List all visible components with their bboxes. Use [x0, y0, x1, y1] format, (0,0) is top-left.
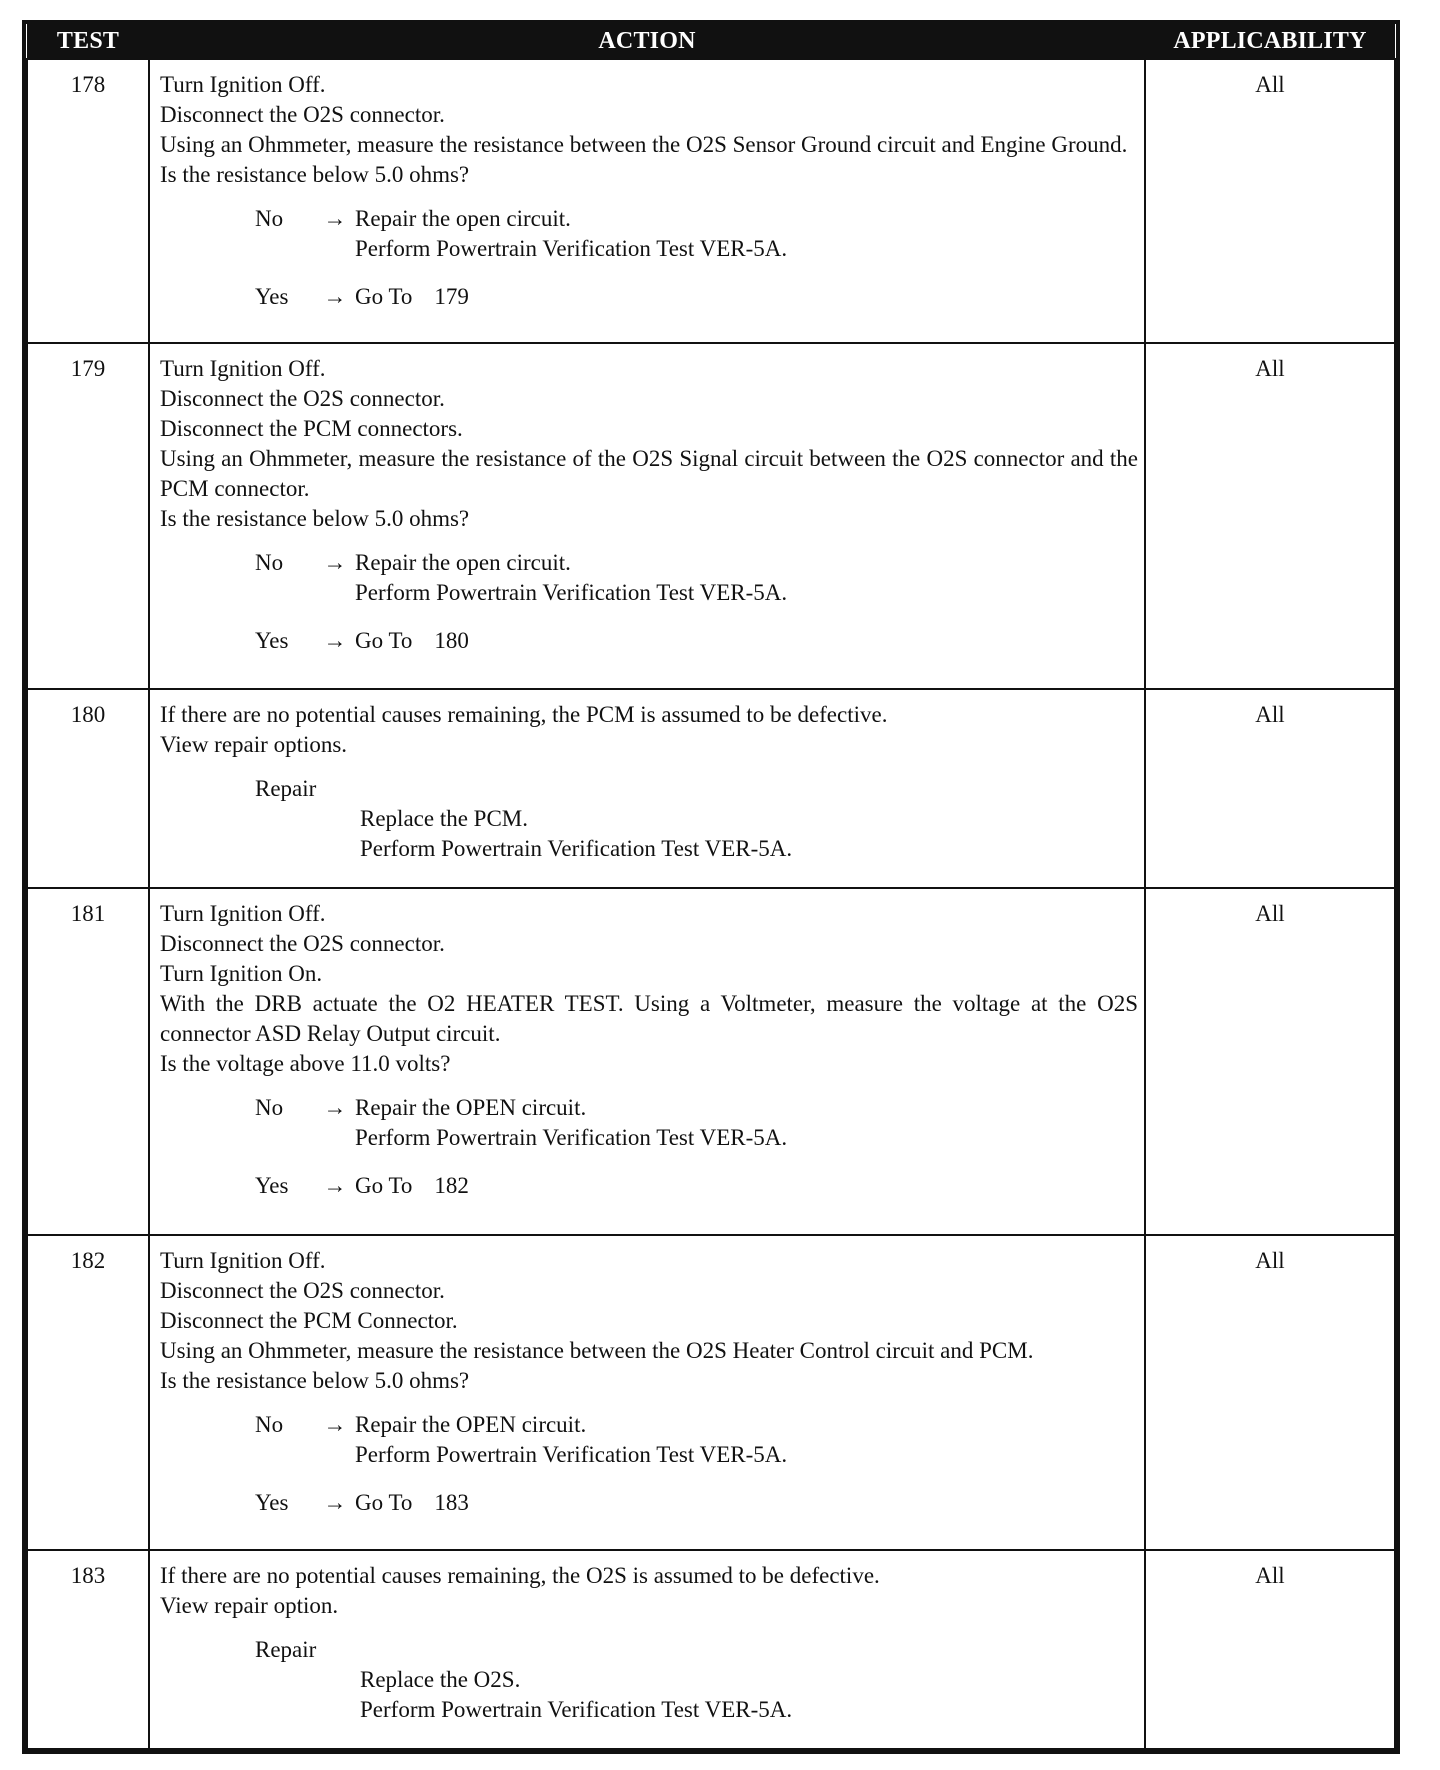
- repair-action-line: Replace the O2S.: [360, 1666, 521, 1692]
- repair-action-line: Replace the PCM.: [360, 806, 528, 832]
- action-step: Disconnect the O2S connector.: [160, 931, 445, 957]
- applicability-value: All: [1145, 1235, 1395, 1550]
- action-cell: [149, 1550, 1145, 1749]
- no-label: No: [255, 206, 284, 231]
- no-branch: [160, 204, 1138, 264]
- table-row: [27, 888, 1395, 1235]
- no-actions: [355, 548, 1138, 608]
- yes-actions: [355, 626, 1138, 656]
- action-step: Is the resistance below 5.0 ohms?: [160, 162, 470, 187]
- test-number: 178: [27, 59, 149, 343]
- right-arrow-icon: →: [323, 627, 347, 653]
- action-steps: [160, 354, 1138, 534]
- go-to-link[interactable]: [355, 1488, 469, 1518]
- header-action: ACTION: [149, 24, 1145, 59]
- no-action-line: Repair the open circuit.: [355, 206, 571, 231]
- action-steps: [160, 1561, 1138, 1621]
- action-step: Turn Ignition Off.: [160, 901, 326, 927]
- repair-label: Repair: [255, 1636, 317, 1662]
- no-action-line: Perform Powertrain Verification Test VER-5A.: [355, 579, 788, 605]
- applicability-value: All: [1145, 888, 1395, 1235]
- action-step: Turn Ignition Off.: [160, 72, 326, 97]
- yes-actions: [355, 282, 1138, 312]
- test-number: 182: [27, 1235, 149, 1550]
- no-action-line: Perform Powertrain Verification Test VER-5A.: [355, 1442, 788, 1468]
- go-to-label: Go To: [355, 284, 413, 309]
- repair-action-line: Perform Powertrain Verification Test VER-5A.: [360, 836, 793, 862]
- no-branch: [160, 1410, 1138, 1470]
- action-step: Disconnect the O2S connector.: [160, 1278, 445, 1304]
- table-row: [27, 1550, 1395, 1749]
- go-to-target: 180: [434, 627, 469, 653]
- test-number: 179: [27, 343, 149, 690]
- go-to-target: 182: [434, 1173, 469, 1199]
- applicability-value: All: [1145, 689, 1395, 888]
- repair-block: [160, 1635, 1138, 1725]
- diagnostic-test-table: [26, 24, 1396, 1750]
- action-steps: [160, 70, 1138, 190]
- action-step: Turn Ignition On.: [160, 961, 323, 987]
- repair-actions: [255, 804, 1138, 864]
- yes-actions: [355, 1171, 1138, 1201]
- diagnostic-test-table-page: [22, 20, 1400, 1754]
- table-body: [27, 59, 1395, 1749]
- right-arrow-icon: →: [323, 1412, 347, 1438]
- action-step: Using an Ohmmeter, measure the resistance between the O2S Sensor Ground circuit and Engine Ground.: [160, 132, 1128, 157]
- yes-branch: [160, 1488, 1138, 1518]
- no-actions: [355, 204, 1138, 264]
- action-steps: [160, 899, 1138, 1079]
- yes-branch: [160, 1171, 1138, 1201]
- action-step: Disconnect the PCM connectors.: [160, 415, 463, 441]
- right-arrow-icon: →: [323, 284, 347, 309]
- table-row: [27, 689, 1395, 888]
- action-cell: [149, 689, 1145, 888]
- applicability-value: All: [1145, 343, 1395, 690]
- header-applicability: APPLICABILITY: [1145, 24, 1395, 59]
- action-cell: [149, 59, 1145, 343]
- action-step: View repair options.: [160, 732, 348, 758]
- go-to-link[interactable]: [355, 1171, 469, 1201]
- no-branch: [160, 548, 1138, 608]
- no-actions: [355, 1093, 1138, 1153]
- action-step: Using an Ohmmeter, measure the resistance of the O2S Signal circuit between the O2S connector and the PCM connector.: [160, 445, 1138, 501]
- table-row: [27, 59, 1395, 343]
- action-step: With the DRB actuate the O2 HEATER TEST. Using a Voltmeter, measure the voltage at the O2S connector ASD Relay Output circuit.: [160, 991, 1138, 1047]
- no-action-line: Perform Powertrain Verification Test VER-5A.: [355, 236, 788, 261]
- yes-label: Yes: [255, 1173, 289, 1199]
- test-number: 183: [27, 1550, 149, 1749]
- table-row: [27, 1235, 1395, 1550]
- no-action-line: Perform Powertrain Verification Test VER-5A.: [355, 1125, 788, 1151]
- header-test: TEST: [27, 24, 149, 59]
- right-arrow-icon: →: [323, 1173, 347, 1199]
- right-arrow-icon: →: [323, 206, 347, 231]
- action-step: If there are no potential causes remaining, the PCM is assumed to be defective.: [160, 702, 888, 728]
- go-to-target: 179: [434, 284, 469, 309]
- no-action-line: Repair the OPEN circuit.: [355, 1095, 587, 1121]
- action-step: Is the resistance below 5.0 ohms?: [160, 1368, 470, 1394]
- go-to-target: 183: [434, 1490, 469, 1516]
- go-to-label: Go To: [355, 1173, 413, 1199]
- go-to-label: Go To: [355, 1490, 413, 1516]
- action-step: Disconnect the PCM Connector.: [160, 1308, 458, 1334]
- yes-label: Yes: [255, 1490, 289, 1516]
- action-steps: [160, 700, 1138, 760]
- table-row: [27, 343, 1395, 690]
- test-number: 181: [27, 888, 149, 1235]
- no-label: No: [255, 1095, 284, 1121]
- no-action-line: Repair the open circuit.: [355, 549, 571, 575]
- repair-actions: [255, 1665, 1138, 1725]
- repair-label: Repair: [255, 776, 317, 802]
- action-step: Using an Ohmmeter, measure the resistance between the O2S Heater Control circuit and PCM.: [160, 1338, 1034, 1364]
- action-step: Disconnect the O2S connector.: [160, 102, 445, 127]
- no-label: No: [255, 1412, 284, 1438]
- no-actions: [355, 1410, 1138, 1470]
- repair-action-line: Perform Powertrain Verification Test VER-5A.: [360, 1696, 793, 1722]
- right-arrow-icon: →: [323, 1095, 347, 1121]
- action-step: Turn Ignition Off.: [160, 355, 326, 381]
- yes-label: Yes: [255, 284, 289, 309]
- action-cell: [149, 888, 1145, 1235]
- action-step: Is the resistance below 5.0 ohms?: [160, 505, 470, 531]
- go-to-link[interactable]: [355, 626, 469, 656]
- yes-branch: [160, 282, 1138, 312]
- yes-label: Yes: [255, 627, 289, 653]
- no-action-line: Repair the OPEN circuit.: [355, 1412, 587, 1438]
- repair-block: [160, 774, 1138, 864]
- table-header-row: [27, 24, 1395, 59]
- action-step: Turn Ignition Off.: [160, 1248, 326, 1274]
- test-number: 180: [27, 689, 149, 888]
- yes-branch: [160, 626, 1138, 656]
- yes-actions: [355, 1488, 1138, 1518]
- action-step: Is the voltage above 11.0 volts?: [160, 1051, 451, 1077]
- go-to-link[interactable]: [355, 282, 469, 312]
- action-steps: [160, 1246, 1138, 1396]
- action-step: If there are no potential causes remaining, the O2S is assumed to be defective.: [160, 1562, 880, 1588]
- right-arrow-icon: →: [323, 549, 347, 575]
- applicability-value: All: [1145, 59, 1395, 343]
- action-cell: [149, 343, 1145, 690]
- action-step: View repair option.: [160, 1592, 339, 1618]
- action-step: Disconnect the O2S connector.: [160, 385, 445, 411]
- action-cell: [149, 1235, 1145, 1550]
- applicability-value: All: [1145, 1550, 1395, 1749]
- right-arrow-icon: →: [323, 1490, 347, 1516]
- no-label: No: [255, 549, 284, 575]
- no-branch: [160, 1093, 1138, 1153]
- go-to-label: Go To: [355, 627, 413, 653]
